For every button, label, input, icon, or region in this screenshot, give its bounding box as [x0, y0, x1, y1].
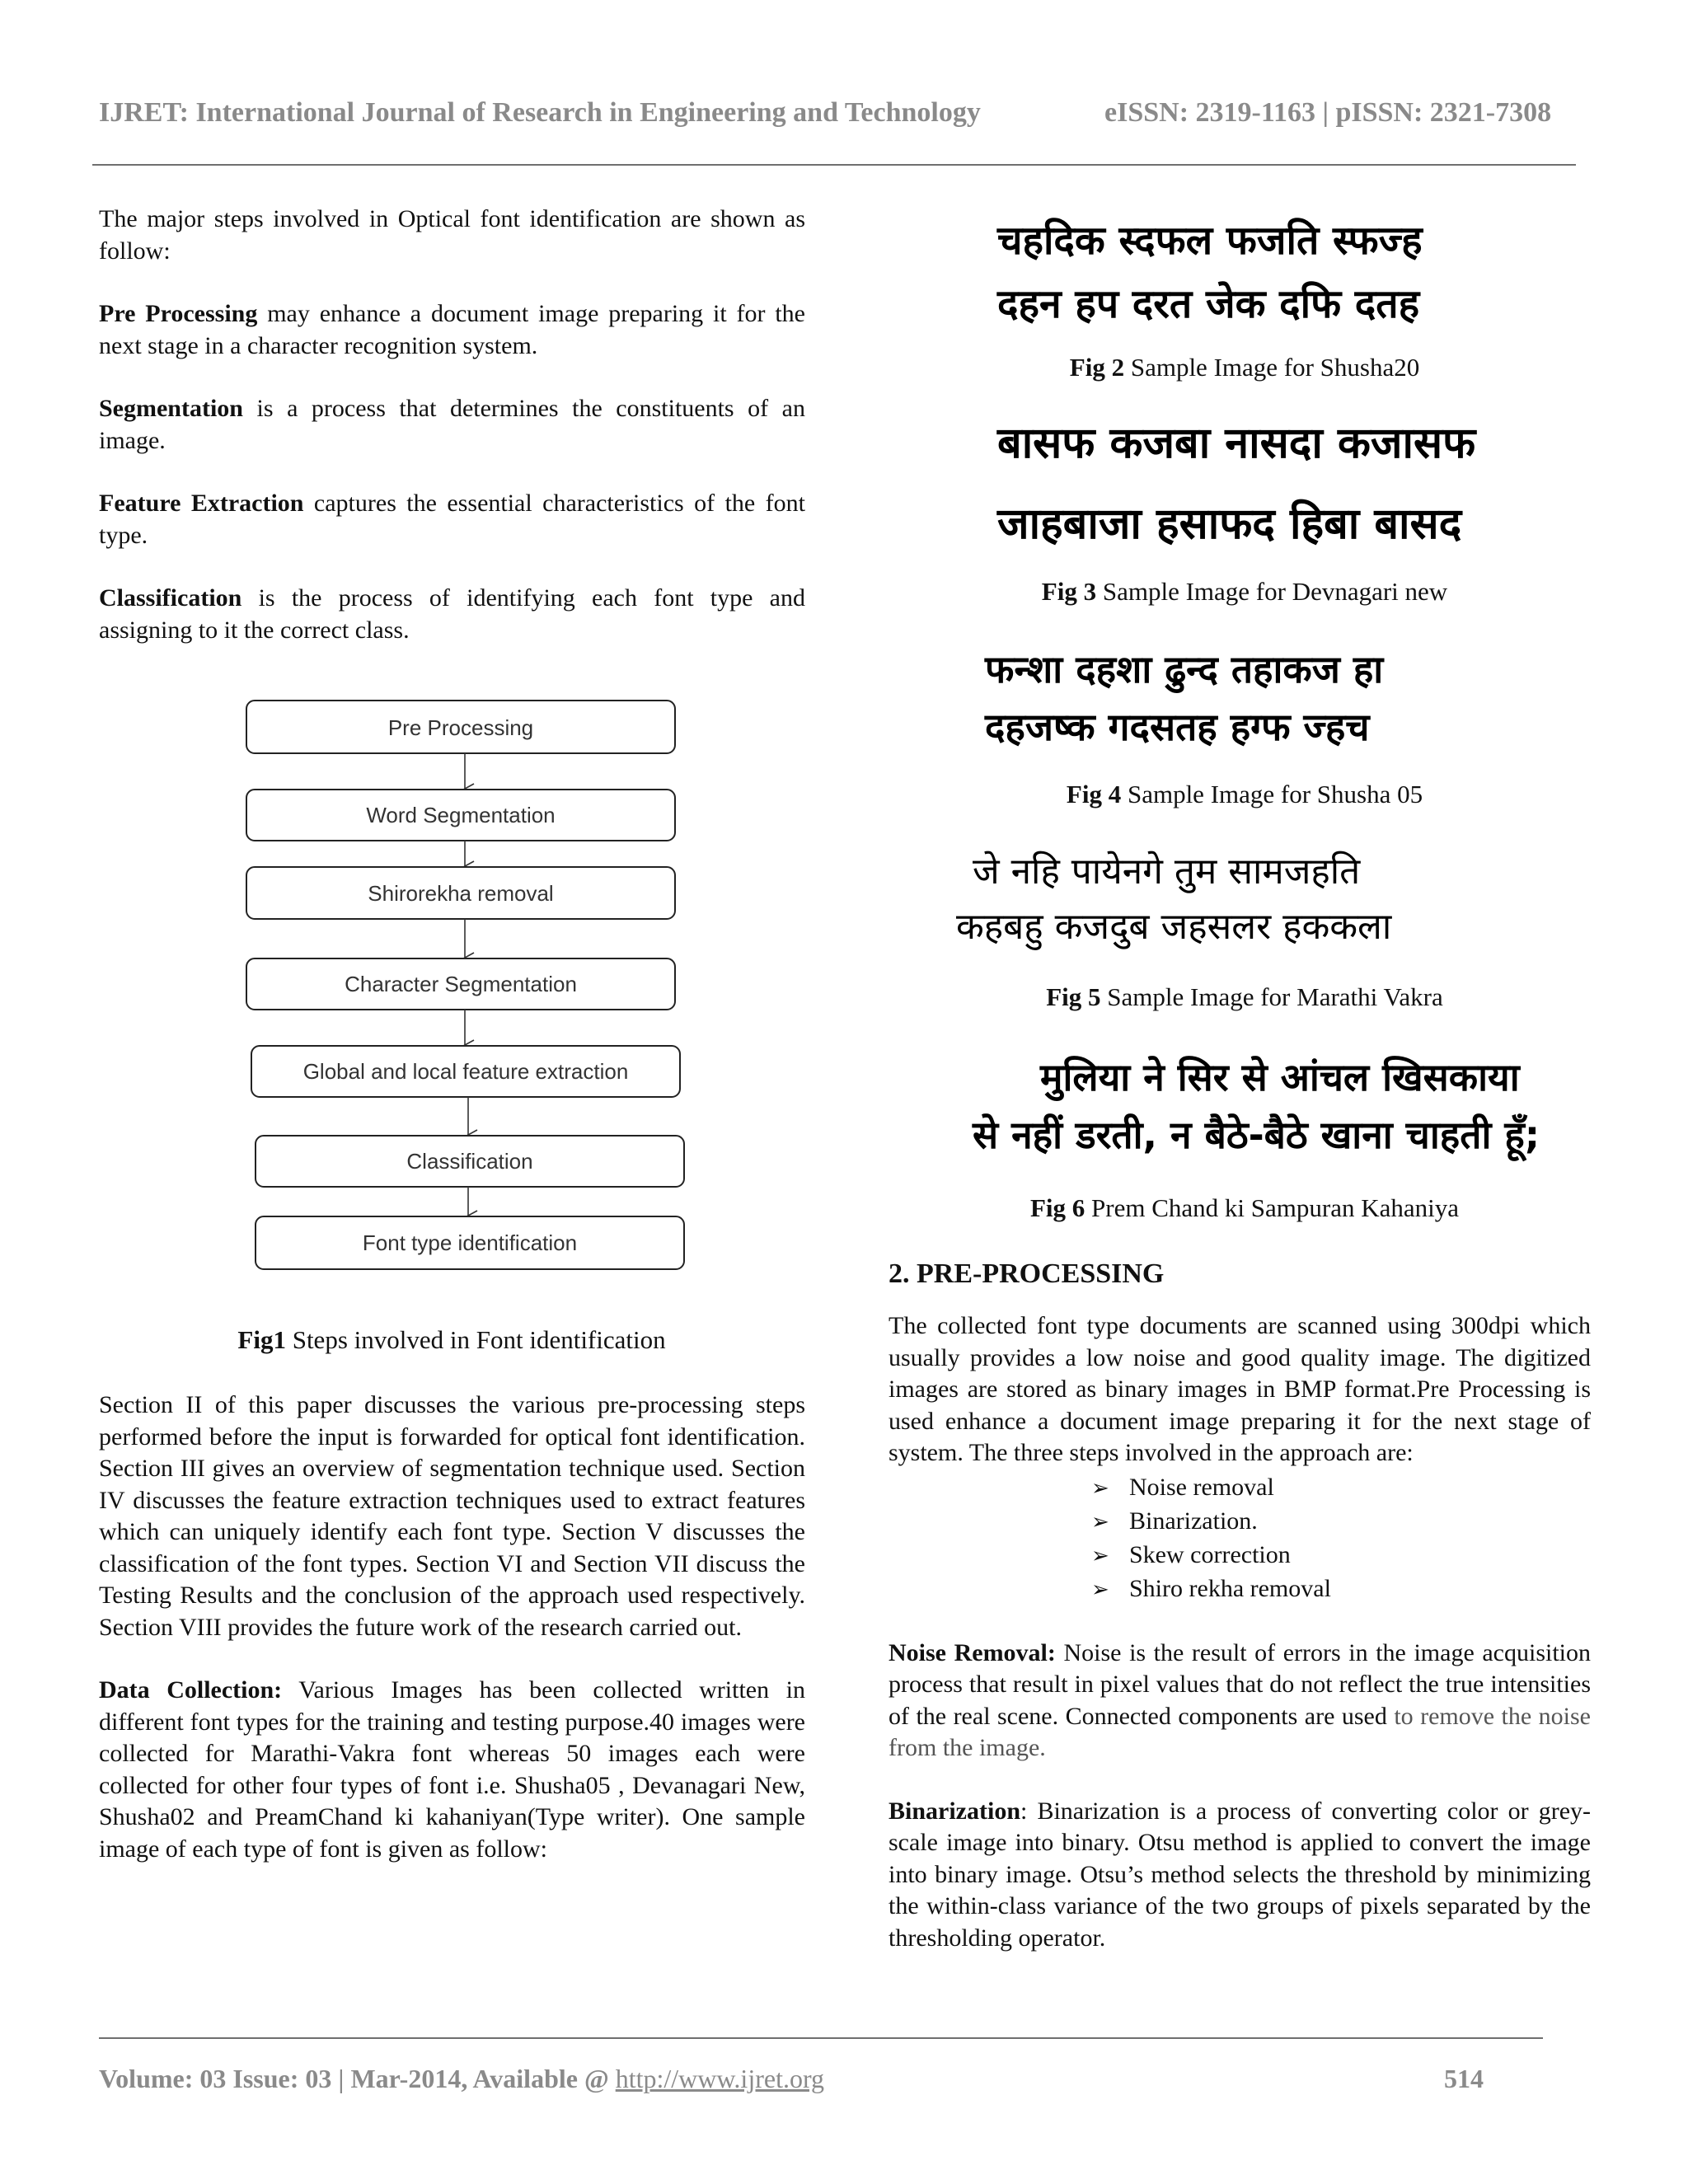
flow-step-shirorekha-removal [246, 867, 675, 919]
fig2-sample-line: चहदिक स्दफल फजति स्फज्ह [997, 218, 1423, 264]
fig1-caption [40, 1325, 864, 1355]
list-item: ➢ Noise removal [1091, 1471, 1591, 1505]
step-term: Segmentation [99, 395, 243, 422]
flow-step-character-segmentation [246, 958, 675, 1010]
paragraph-text: Various Images has been collected written in different font types for the training and testing purpose.40 images were collected for Marathi-Vakra font whereas 50 images each were collected for other four types of font i.e. Shusha05 , Devanagari New, Shusha02 and PreamChand ki kahaniyan(Type writer). One sample image of each type of font is given as follow: [99, 1676, 805, 1863]
pre-processing-steps-list [1091, 1471, 1591, 1606]
footer-volume-info [99, 2064, 824, 2094]
fig3-caption [832, 577, 1657, 607]
svg-text:Shirorekha removal: Shirorekha removal [368, 881, 554, 906]
fig5-caption [832, 982, 1657, 1012]
fig6-caption [832, 1193, 1657, 1223]
svg-text:Word Segmentation: Word Segmentation [366, 803, 556, 827]
flowchart-diagram [239, 696, 701, 1282]
fig4-caption [832, 780, 1657, 809]
flow-step-feature-extraction [251, 1046, 680, 1097]
fig-label: Fig 3 [1041, 577, 1097, 606]
page-number: 514 [1444, 2064, 1484, 2093]
paragraph-text: Noise is the result of errors in the image acquisition process that result in pixel values that do not reflect the true intensities of the real scene. Connected components are used [889, 1638, 1591, 1730]
flow-step-font-type-identification [256, 1216, 684, 1269]
right-column-body [889, 1310, 1591, 1985]
flow-step-classification [256, 1136, 684, 1187]
fig-caption-text: Sample Image for Shusha20 [1124, 353, 1420, 382]
paragraph-text: : Binarization is a process of converting color or grey-scale image into binary. Otsu method is applied to convert the image into binary image. Otsu’s method selects the threshold by minimizing the within-class variance of the two groups of pixels separated by the thresholding operator. [889, 1797, 1591, 1952]
step-text: is a process that determines the constituents of an image. [99, 395, 805, 454]
paragraph-term: Noise Removal: [889, 1638, 1056, 1666]
fig-caption-text: Prem Chand ki Sampuran Kahaniya [1085, 1193, 1460, 1222]
fig2-caption [832, 353, 1657, 382]
flow-step-pre-processing [246, 701, 675, 753]
journal-url-link[interactable]: http://www.ijret.org [615, 2064, 825, 2093]
pre-processing-paragraph: The collected font type documents are scanned using 300dpi which usually provides a low noise and good quality image. The digitized images are stored as binary images in BMP format.Pre Processing is used enhance a document image preparing it for the next stage of system. The three steps involved in the approach are: [889, 1312, 1591, 1466]
fig-caption-text: Steps involved in Font identification [285, 1325, 666, 1354]
step-text: captures the essential characteristics of the font type. [99, 490, 805, 549]
fig-label: Fig1 [237, 1325, 286, 1354]
fig3-sample-line: जाहबाजा हसाफद हिबा बासद [997, 499, 1462, 549]
fig4-sample-line: फन्शा दहशा ढुन्द तहाकज हा [985, 647, 1384, 691]
journal-title: IJRET: International Journal of Research in Engineering and Technology [99, 97, 981, 128]
step-text: is the process of identifying each font type and assigning to it the correct class. [99, 584, 805, 644]
footer-volume-text: Volume: 03 Issue: 03 | Mar-2014, Available @ [99, 2064, 616, 2093]
section-heading: 2. PRE-PROCESSING [889, 1258, 1165, 1289]
fig-caption-text: Sample Image for Marathi Vakra [1100, 982, 1443, 1011]
svg-text:Pre Processing: Pre Processing [387, 715, 534, 740]
binarization-paragraph [889, 1796, 1591, 1955]
list-item: ➢ Binarization. [1091, 1505, 1591, 1539]
intro-paragraph: The major steps involved in Optical font identification are shown as follow: [99, 205, 805, 265]
paragraph-term: Binarization [889, 1797, 1021, 1825]
fig-label: Fig 5 [1046, 982, 1101, 1011]
left-column-bottom [99, 1390, 805, 1896]
fig3-sample-line: बासफ कजबा नासदा कजासफ [997, 419, 1476, 468]
step-pre-processing [99, 298, 805, 362]
fig-caption-text: Sample Image for Shusha 05 [1121, 780, 1423, 808]
svg-text:Font type identification: Font type identification [362, 1230, 578, 1255]
left-column-top [99, 204, 805, 677]
step-classification [99, 583, 805, 646]
list-item: ➢ Skew correction [1091, 1539, 1591, 1572]
step-text: may enhance a document image preparing it for the next stage in a character recognition system. [99, 300, 806, 359]
fig-label: Fig 6 [1029, 1193, 1085, 1222]
svg-text:Global and local feature extra: Global and local feature extraction [302, 1059, 629, 1084]
step-term: Pre Processing [99, 300, 258, 327]
fig-caption-text: Sample Image for Devnagari new [1096, 577, 1448, 606]
header-rule [92, 164, 1576, 166]
fig6-sample-line: मुलिया ने सिर से आंचल खिसकाया [1040, 1055, 1520, 1099]
fig-label: Fig 4 [1066, 780, 1122, 808]
fig5-sample-line: कहबहु कजदुब जहसलर हककला [956, 906, 1392, 948]
step-term: Feature Extraction [99, 490, 304, 517]
flow-step-word-segmentation [246, 790, 675, 841]
fig5-sample-line: जे नहि पायेनगे तुम सामजहति [973, 851, 1361, 893]
sections-paragraph: Section II of this paper discusses the various pre-processing steps performed before the input is forwarded for optical font identification. Section III gives an overview of segmentation technique used. Section IV discusses the feature extraction techniques used to extract features which can uniquely identify each font type. Section V discusses the classification of the font types. Section VI and Section VII discuss the Testing Results and the conclusion of the approach used respectively. Section VIII provides the future work of the research carried out. [99, 1391, 805, 1641]
fig4-sample-line: दहजष्क गदसतह हग्फ ज्हच [985, 705, 1370, 749]
footer-rule [99, 2037, 1543, 2039]
step-feature-extraction [99, 488, 805, 551]
fig2-sample-line: दहन हप दरत जेक दफि दतह [997, 281, 1420, 327]
step-term: Classification [99, 584, 242, 612]
step-segmentation [99, 393, 805, 457]
issn-info: eISSN: 2319-1163 | pISSN: 2321-7308 [1104, 97, 1552, 128]
svg-text:Character Segmentation: Character Segmentation [345, 972, 577, 996]
data-collection-paragraph [99, 1675, 805, 1865]
paragraph-text-muted: to remove the noise from the image. [889, 1702, 1591, 1761]
list-item: ➢ Shiro rekha removal [1091, 1572, 1591, 1606]
fig-label: Fig 2 [1069, 353, 1125, 382]
fig6-sample-line: से नहीं डरती, न बैठे-बैठे खाना चाहती हूँ; [973, 1113, 1540, 1157]
noise-removal-paragraph [889, 1638, 1591, 1765]
paragraph-term: Data Collection: [99, 1676, 283, 1704]
svg-text:Classification: Classification [406, 1149, 533, 1174]
